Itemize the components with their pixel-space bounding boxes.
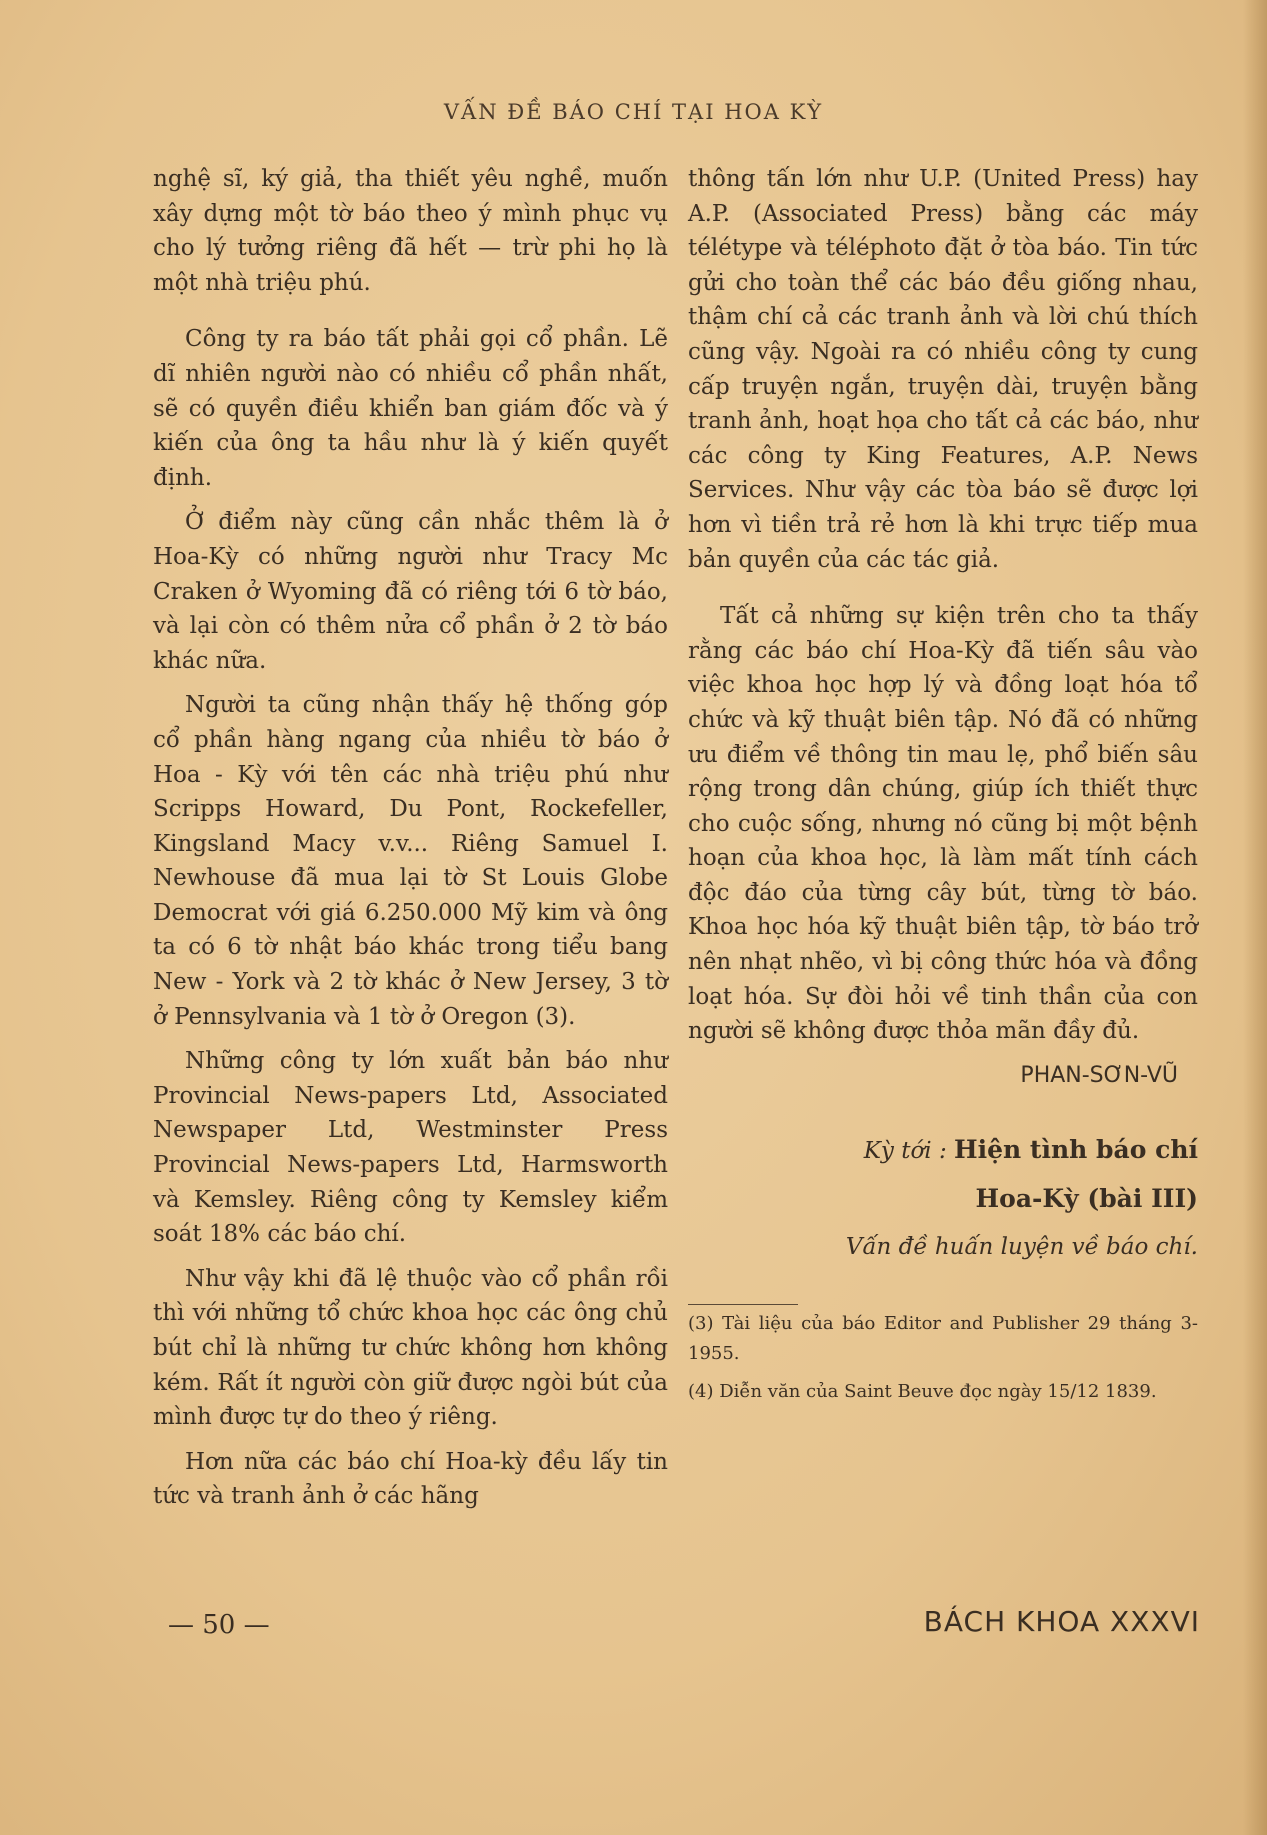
paragraph: Như vậy khi đã lệ thuộc vào cổ phần rồi thì với những tổ chức khoa học các ông chủ bút chỉ là những tư chức không hơn không kém. Rất ít người còn giữ được ngòi bút của mình được tự do theo ý riêng. [153, 1265, 668, 1431]
right-column [688, 162, 1198, 1415]
footnotes [688, 1304, 1198, 1407]
paragraph: Tất cả những sự kiện trên cho ta thấy rằng các báo chí Hoa-Kỳ đã tiến sâu vào việc khoa học hợp lý và đồng loạt hóa tổ chức và kỹ thuật biên tập. Nó đã có những ưu điểm về thông tin mau lẹ, phổ biến sâu rộng trong dân chúng, giúp ích thiết thực cho cuộc sống, nhưng nó cũng bị một bệnh hoạn của khoa học, là làm mất tính cách độc đáo của từng cây bút, từng tờ báo. Khoa học hóa kỹ thuật biên tập, tờ báo trở nên nhạt nhẽo, vì bị công thức hóa và đồng loạt hóa. Sự đòi hỏi về tinh thần của con người sẽ không được thỏa mãn đầy đủ. [688, 603, 1198, 1045]
page-number: — 50 — [168, 1610, 270, 1640]
next-issue-notice [688, 1129, 1198, 1268]
paragraph: Hơn nữa các báo chí Hoa-kỳ đều lấy tin tức và tranh ảnh ở các hãng [153, 1448, 668, 1510]
page-edge-shadow [1243, 0, 1267, 1835]
left-column [153, 162, 668, 1524]
footnote-4: (4) Diễn văn của Saint Beuve đọc ngày 15/12 1839. [688, 1381, 1157, 1403]
next-issue-title-line2: Hoa-Kỳ (bài III) [975, 1184, 1198, 1214]
footnote-divider [688, 1304, 798, 1305]
paragraph: Những công ty lớn xuất bản báo như Provincial News-papers Ltd, Associated Newspaper Ltd, Westminster Press Provincial News-papers Ltd, Harmsworth và Kemsley. Riêng công ty Kemsley kiểm soát 18% các báo chí. [153, 1048, 668, 1248]
next-issue-title-line1: Hiện tình báo chí [954, 1135, 1198, 1165]
paragraph: thông tấn lớn như U.P. (United Press) hay A.P. (Associated Press) bằng các máy télétype và téléphoto đặt ở tòa báo. Tin tức gửi cho toàn thể các báo đều giống nhau, thậm chí cả các tranh ảnh và lời chú thích cũng vậy. Ngoài ra có nhiều công ty cung cấp truyện ngắn, truyện dài, truyện bằng tranh ảnh, hoạt họa cho tất cả các báo, như các công ty King Features, A.P. News Services. Như vậy các tòa báo sẽ được lợi hơn vì tiền trả rẻ hơn là khi trực tiếp mua bản quyền của các tác giả. [688, 166, 1198, 573]
footnote-3: (3) Tài liệu của báo Editor and Publisher 29 tháng 3-1955. [688, 1313, 1198, 1365]
author-signature: PHAN-SƠN-VŨ [1020, 1062, 1178, 1088]
next-issue-subtitle: Vấn đề huấn luyện về báo chí. [845, 1234, 1198, 1261]
next-issue-label: Kỳ tới : [863, 1138, 947, 1165]
magazine-footer: BÁCH KHOA XXXVI [923, 1605, 1200, 1638]
paragraph: nghệ sĩ, ký giả, tha thiết yêu nghề, muốn xây dựng một tờ báo theo ý mình phục vụ cho lý tưởng riêng đã hết — trừ phi họ là một nhà triệu phú. [153, 166, 668, 296]
running-header: VẤN ĐỀ BÁO CHÍ TẠI HOA KỲ [443, 100, 824, 124]
paragraph: Công ty ra báo tất phải gọi cổ phần. Lẽ dĩ nhiên người nào có nhiều cổ phần nhất, sẽ có quyền điều khiển ban giám đốc và ý kiến của ông ta hầu như là ý kiến quyết định. [153, 326, 668, 491]
paragraph: Người ta cũng nhận thấy hệ thống góp cổ phần hàng ngang của nhiều tờ báo ở Hoa - Kỳ với tên các nhà triệu phú như Scripps Howard, Du Pont, Rockefeller, Kingsland Macy v.v... Riêng Samuel I. Newhouse đã mua lại tờ St Louis Globe Democrat với giá 6.250.000 Mỹ kim và ông ta có 6 tờ nhật báo khác trong tiểu bang New - York và 2 tờ khác ở New Jersey, 3 tờ ở Pennsylvania và 1 tờ ở Oregon (3). [153, 692, 668, 1030]
paragraph: Ở điểm này cũng cần nhắc thêm là ở Hoa-Kỳ có những người như Tracy Mc Craken ở Wyoming đã có riêng tới 6 tờ báo, và lại còn có thêm nửa cổ phần ở 2 tờ báo khác nữa. [153, 509, 668, 674]
